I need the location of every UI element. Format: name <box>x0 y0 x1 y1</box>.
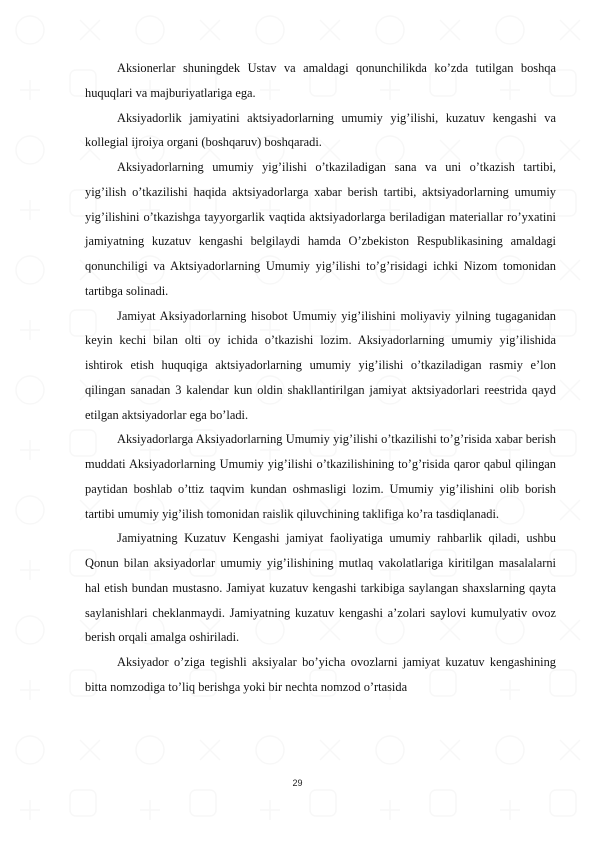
paragraph-7: Aksiyador o’ziga tegishli aksiyalar bo’yicha ovozlarni jamiyat kuzatuv kengashining bitta nomzodiga to’liq berishga yoki bir nechta nomzod o’rtasida <box>85 655 556 694</box>
paragraph-5: Aksiyadorlarga Aksiyadorlarning Umumiy yig’ilishi o’tkazilishi to’g’risida xabar berish muddati Aksiyadorlarning Umumiy yig’ilishi o’tkazilishining to’g’risida qaror qabul qilingan paytidan boshlab o’ttiz taqvim kundan oshmasligi lozim. Umumiy yig’ilishini olib borish tartibi umumiy yig’ilish tomonidan raislik qiluvchining taklifiga ko’ra tasdiqlanadi. <box>85 432 556 521</box>
paragraph-1: Aksionerlar shuningdek Ustav va amaldagi qonunchilikda ko’zda tutilgan boshqa huquqlari va majburiyatlariga ega. <box>85 61 556 100</box>
paragraph-2: Aksiyadorlik jamiyatini aktsiyadorlarning umumiy yig’ilishi, kuzatuv kengashi va kollegial ijroiya organi (boshqaruv) boshqaradi. <box>85 110 556 150</box>
paragraph-4: Jamiyat Aksiyadorlarning hisobot Umumiy yig’ilishini moliyaviy yilning tugaganidan keyin kechi bilan olti oy ichida o’tkazishi lozim. Aksiyadorlarning umumiy yig’ilishida ishtirok etish huquqiga aktsiyadorlarning umumiy yig’ilishi o’tkaziladigan rasmiy e’lon qilingan sanadan 3 kalendar kun oldin shakllantirilgan jamiyat aktsiyadorlari reestrida qayd etilgan aktsiyadorlar ega bo’ladi. <box>85 308 556 422</box>
paragraph-3: Aksiyadorlarning umumiy yig’ilishi o’tkaziladigan sana va uni o’tkazish tartibi, yig’ilish o’tkazilishi haqida aktsiyadorlarga xabar berish tartibi, aktsiyadorlarning umumiy yig’ilishini o’tkazishga tayyorgarlik vaqtida aktsiyadorlarga beriladigan materiallar ro’yxatini jamiyatning kuzatuv kengashi belgilaydi hamda O’zbekiston Respublikasining amaldagi qonunchiligi va Aktsiyadorlarning Umumiy yig’ilishi to’g’risidagi ichki Nizom tomonidan tartibga solinadi. <box>85 160 556 298</box>
paragraph-6: Jamiyatning Kuzatuv Kengashi jamiyat faoliyatiga umumiy rahbarlik qiladi, ushbu Qonun bilan aksiyadorlar umumiy yig’ilishining mutlaq vakolatlariga kiritilgan masalalarni hal etish bundan mustasno. Jamiyat kuzatuv kengashi tarkibiga saylangan shaxslarning qayta saylanishlari cheklanmaydi. Jamiyatning kuzatuv kengashi a’zolari saylovi kumulyativ ovoz berish orqali amalga oshiriladi. <box>85 531 556 645</box>
page-number: 29 <box>292 778 303 788</box>
body-text <box>85 56 556 700</box>
